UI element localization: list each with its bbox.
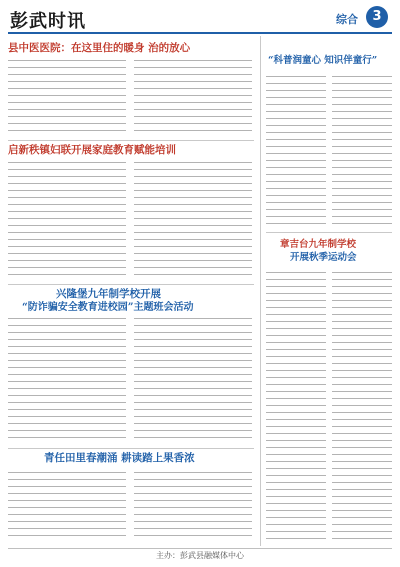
article-title-anti-fraud: 兴隆堡九年制学校开展 bbox=[56, 288, 161, 300]
divider bbox=[8, 448, 254, 449]
article-subtitle-anti-fraud: “防诈骗安全教育进校园”主题班会活动 bbox=[22, 302, 194, 313]
section-label: 综合 bbox=[336, 13, 358, 26]
page-number-badge: 3 bbox=[366, 6, 388, 28]
column-divider bbox=[260, 36, 261, 546]
newspaper-logo: 彭武时讯 bbox=[10, 11, 86, 32]
article-body-anti-fraud-b bbox=[134, 318, 252, 444]
masthead bbox=[8, 6, 392, 34]
left-column bbox=[8, 36, 254, 546]
article-body-sports-a bbox=[266, 272, 326, 542]
article-body-hospital-a bbox=[8, 60, 126, 136]
article-body-family-b bbox=[134, 162, 252, 280]
divider bbox=[8, 284, 254, 285]
article-title-family-training: 启新秩镇妇联开展家庭教育赋能培训 bbox=[8, 144, 176, 156]
article-title-science-kids: “科普润童心 知识伴童行” bbox=[268, 55, 378, 66]
article-body-sports-b bbox=[332, 272, 392, 542]
article-body-hospital-b bbox=[134, 60, 252, 136]
divider bbox=[266, 232, 392, 233]
article-body-science-kids-a bbox=[266, 76, 326, 226]
divider bbox=[8, 140, 254, 141]
page-footer: 主办：彭武县融媒体中心 bbox=[8, 548, 392, 563]
article-subtitle-sports-meeting: 开展秋季运动会 bbox=[290, 252, 357, 263]
article-title-spring-farming: 青任田里春潮涌 耕读踏上果香浓 bbox=[44, 452, 195, 464]
article-body-science-kids-b bbox=[332, 76, 392, 226]
right-column bbox=[266, 36, 392, 546]
article-body-anti-fraud-a bbox=[8, 318, 126, 444]
article-title-sports-meeting: 章吉台九年制学校 bbox=[280, 239, 357, 250]
article-body-farming-b bbox=[134, 472, 252, 542]
article-title-hospital: 县中医医院：在这里住的暖身 治的放心 bbox=[8, 42, 191, 54]
article-body-family-a bbox=[8, 162, 126, 280]
article-grid bbox=[8, 36, 392, 546]
article-body-farming-a bbox=[8, 472, 126, 542]
